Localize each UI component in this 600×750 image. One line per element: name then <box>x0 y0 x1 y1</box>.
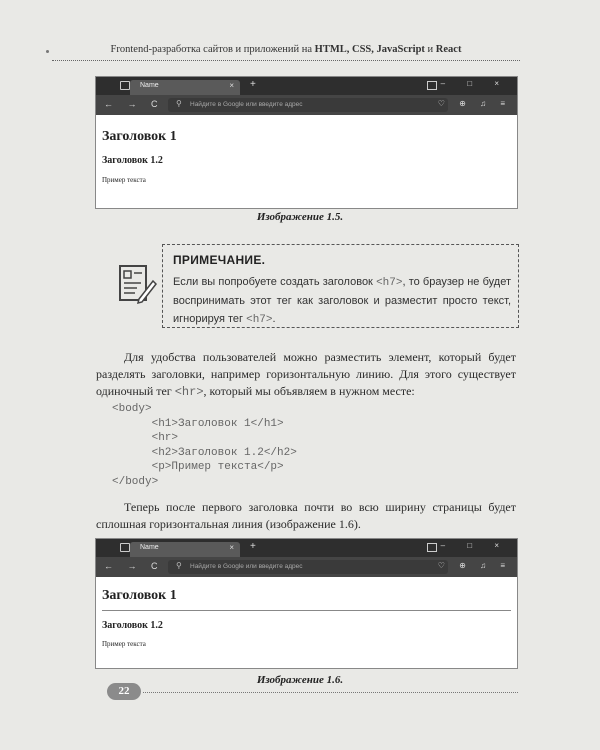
paragraph-1-text-a: Для удобства пользователей можно разместить элемент, который будет разделять заголовки, например горизонтальную линию. Для этого существует одиночный тег <box>96 350 516 398</box>
address-placeholder: Найдите в Google или введите адрес <box>190 101 303 108</box>
tab-close-icon[interactable]: × <box>229 543 234 552</box>
code-line: <p>Пример текста</p> <box>112 461 284 473</box>
browser-tab[interactable] <box>130 80 240 95</box>
window-controls[interactable]: – □ × <box>440 79 509 88</box>
tab-list-icon <box>120 81 130 90</box>
paragraph-1-tag-hr: <hr> <box>174 385 204 399</box>
browser-toolbar <box>96 95 517 115</box>
note-box <box>162 244 519 328</box>
header-rule <box>52 60 520 61</box>
demo-h2: Заголовок 1.2 <box>102 155 163 166</box>
demo-p: Пример текста <box>102 176 146 184</box>
note-text-a: Если вы попробуете создать заголовок <box>173 276 377 288</box>
note-title: ПРИМЕЧАНИЕ. <box>173 253 266 267</box>
header-title-end: React <box>435 44 462 55</box>
nav-buttons[interactable]: ← → C <box>104 99 164 109</box>
paragraph-1 <box>96 349 516 401</box>
address-bar[interactable] <box>168 560 448 574</box>
header-title-bold: HTML, CSS, JavaScript <box>314 44 425 55</box>
tab-title: Name <box>140 82 159 89</box>
new-tab-icon[interactable]: + <box>250 79 256 90</box>
code-line: <h1>Заголовок 1</h1> <box>112 417 284 430</box>
note-text-b: , то браузер не будет воспринимать этот тег как заголовок и разместит просто текст, игнорируя тег <box>173 276 511 325</box>
nav-buttons[interactable]: ← → C <box>104 561 164 571</box>
note-text <box>173 273 511 329</box>
header-dot <box>46 50 49 53</box>
demo-h2: Заголовок 1.2 <box>102 620 163 631</box>
paragraph-1-text-b: , который мы объявляем в нужном месте: <box>203 384 415 398</box>
browser-toolbar <box>96 557 517 577</box>
new-tab-icon[interactable]: + <box>250 541 256 552</box>
browser-window-2 <box>95 538 518 669</box>
code-line: </body> <box>112 475 159 488</box>
browser-window-1 <box>95 76 518 209</box>
running-header <box>52 44 520 58</box>
note-icon <box>117 263 157 307</box>
header-title-mid: и <box>424 44 436 55</box>
code-line: <hr> <box>112 432 179 444</box>
window-list-icon <box>427 81 437 90</box>
window-list-icon <box>427 543 437 552</box>
browser-tab[interactable] <box>130 542 240 557</box>
tab-bar <box>96 77 517 95</box>
code-line: <body> <box>112 403 152 415</box>
address-bar[interactable] <box>168 98 448 112</box>
demo-h1: Заголовок 1 <box>102 588 177 603</box>
window-controls[interactable]: – □ × <box>440 541 509 550</box>
tab-bar <box>96 539 517 557</box>
note-tag-h7-a: <h7> <box>376 277 403 289</box>
search-icon: ⚲ <box>176 561 182 570</box>
page-number: 22 <box>107 683 141 700</box>
toolbar-icons[interactable]: ♡ ⊕ ♫ ≡ <box>437 561 511 570</box>
footer-rule <box>143 692 518 693</box>
demo-h1: Заголовок 1 <box>102 129 177 144</box>
tab-list-icon <box>120 543 130 552</box>
note-text-c: . <box>272 313 276 325</box>
page-content <box>96 115 517 184</box>
tab-title: Name <box>140 544 159 551</box>
address-placeholder: Найдите в Google или введите адрес <box>190 563 303 570</box>
tab-close-icon[interactable]: × <box>229 81 234 90</box>
demo-p: Пример текста <box>102 640 146 648</box>
header-title-start: Frontend-разработка сайтов и приложений на <box>110 44 315 55</box>
code-line: <h2>Заголовок 1.2</h2> <box>112 446 297 459</box>
caption-1: Изображение 1.5. <box>256 211 344 223</box>
caption-2: Изображение 1.6. <box>256 674 344 686</box>
paragraph-2: Теперь после первого заголовка почти во всю ширину страницы будет сплошная горизонтальная линия (изображение 1.6). <box>96 500 516 531</box>
search-icon: ⚲ <box>176 99 182 108</box>
toolbar-icons[interactable]: ♡ ⊕ ♫ ≡ <box>437 99 511 108</box>
note-tag-h7-b: <h7> <box>246 314 273 326</box>
page-content <box>96 577 517 648</box>
code-block <box>112 402 472 489</box>
